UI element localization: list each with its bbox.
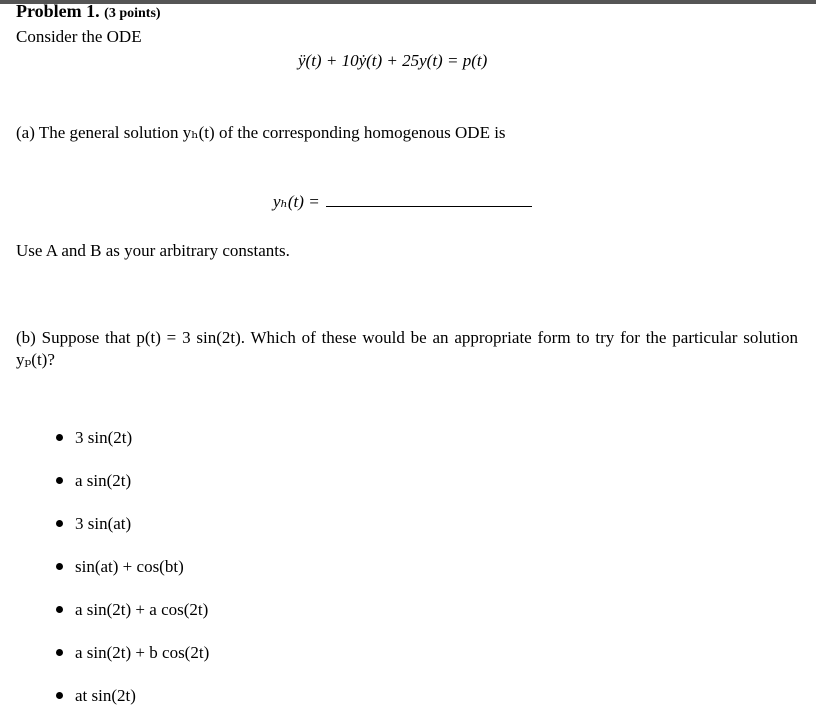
part-b-options: [56, 416, 209, 717]
bullet-icon: [56, 606, 63, 613]
part-a-answer-blank[interactable]: [326, 192, 532, 207]
bullet-icon: [56, 477, 63, 484]
bullet-icon: [56, 563, 63, 570]
option-item[interactable]: [56, 416, 209, 459]
bullet-icon: [56, 692, 63, 699]
part-a-prompt: (a) The general solution yₕ(t) of the corresponding homogenous ODE is: [16, 123, 506, 142]
option-text: sin(at) + cos(bt): [75, 556, 184, 576]
option-text: 3 sin(at): [75, 513, 132, 533]
bullet-icon: [56, 520, 63, 527]
option-text: a sin(2t) + a cos(2t): [75, 599, 209, 619]
option-text: a sin(2t): [75, 470, 132, 490]
problem-points: (3 points): [104, 6, 161, 21]
problem-title-text: Problem 1.: [16, 1, 100, 21]
intro-text: Consider the ODE: [16, 27, 142, 46]
ode-equation: ÿ(t) + 10ẏ(t) + 25y(t) = p(t): [298, 51, 488, 70]
option-text: 3 sin(2t): [75, 427, 133, 447]
option-text: at sin(2t): [75, 685, 136, 705]
part-a-answer-row: [273, 192, 532, 212]
option-text: a sin(2t) + b cos(2t): [75, 642, 210, 662]
part-b-prompt: (b) Suppose that p(t) = 3 sin(2t). Which of these would be an appropriate form to try for the particular solution yₚ(t)?: [16, 328, 798, 369]
option-item[interactable]: [56, 631, 209, 674]
part-a-constants-note: Use A and B as your arbitrary constants.: [16, 241, 290, 260]
problem-title: [16, 1, 161, 22]
option-item[interactable]: [56, 588, 209, 631]
option-item[interactable]: [56, 674, 209, 717]
option-item[interactable]: [56, 545, 209, 588]
option-item[interactable]: [56, 459, 209, 502]
bullet-icon: [56, 434, 63, 441]
option-item[interactable]: [56, 502, 209, 545]
part-a-answer-label: yₕ(t) =: [273, 192, 320, 211]
bullet-icon: [56, 649, 63, 656]
